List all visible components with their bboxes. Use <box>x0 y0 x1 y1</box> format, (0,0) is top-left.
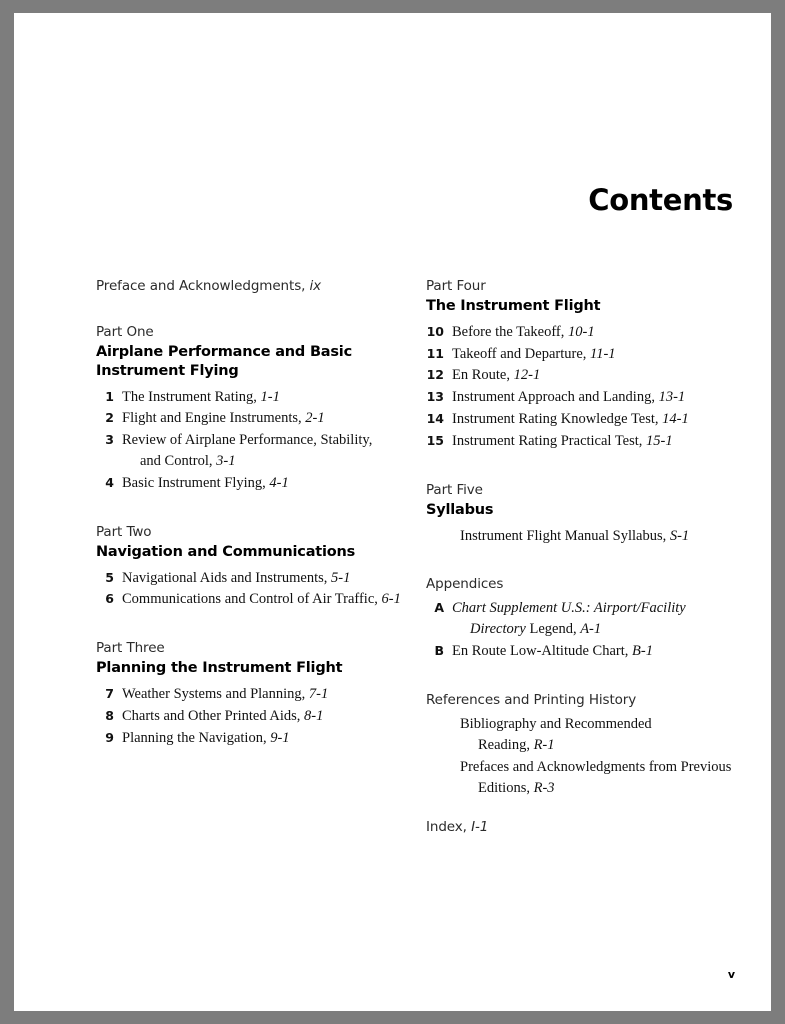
reference-title-cont: Editions, <box>478 779 534 796</box>
appendices-block <box>426 576 756 662</box>
reference-page: R-1 <box>533 736 555 753</box>
references-entries <box>426 714 756 799</box>
chapter-title: Takeoff and Departure, <box>452 345 591 362</box>
part-two-title: Navigation and Communications <box>96 543 356 560</box>
chapter-page: 11-1 <box>590 345 616 362</box>
left-column <box>96 278 426 835</box>
reference-title-cont: Reading, <box>478 736 534 753</box>
chapter-page: 4-1 <box>269 475 289 491</box>
appendix-title-cont: Directory <box>470 621 526 638</box>
chapter-number: 1 <box>105 388 114 404</box>
part-two-label: Part Two <box>96 523 152 540</box>
chapter-title: Review of Airplane Performance, Stability, <box>122 432 373 449</box>
chapter-number: 13 <box>426 389 444 405</box>
chapter-page: 13-1 <box>658 389 686 406</box>
chapter-number: 10 <box>426 323 444 339</box>
appendix-letter: A <box>434 600 444 616</box>
toc-entry[interactable] <box>96 589 426 610</box>
part-four-label: Part Four <box>426 278 486 294</box>
chapter-page: 10-1 <box>568 323 595 340</box>
part-five-label: Part Five <box>426 481 483 498</box>
chapter-page: 1-1 <box>260 388 280 405</box>
appendix-page: B-1 <box>632 643 653 660</box>
chapter-title: En Route, <box>452 367 514 384</box>
preface-entry[interactable] <box>96 278 426 294</box>
chapter-title: The Instrument Rating, <box>122 388 261 405</box>
page-folio: v <box>727 968 735 981</box>
chapter-title: Flight and Engine Instruments, <box>122 410 306 427</box>
chapter-number: 9 <box>105 729 114 745</box>
chapter-page: 9-1 <box>270 729 290 746</box>
appendix-title-rest: Legend, <box>525 621 581 638</box>
toc-entry[interactable] <box>426 526 756 547</box>
chapter-page: 6-1 <box>381 591 401 608</box>
chapter-page: S-1 <box>669 527 690 544</box>
chapter-number: 6 <box>105 591 114 607</box>
chapter-number: 14 <box>426 411 444 427</box>
toc-entry[interactable] <box>96 684 426 705</box>
chapter-number: 12 <box>426 367 444 383</box>
part-one-label: Part One <box>96 324 154 340</box>
part-five <box>426 482 756 547</box>
toc-entry[interactable] <box>426 714 756 756</box>
appendix-title: Chart Supplement U.S.: Airport/Facility <box>452 600 686 617</box>
toc-entry[interactable] <box>426 344 756 365</box>
part-four-entries <box>426 322 756 452</box>
chapter-page: 15-1 <box>646 433 673 450</box>
chapter-number: 7 <box>105 685 114 701</box>
chapter-page: 12-1 <box>513 367 541 384</box>
part-five-entries <box>426 526 756 547</box>
chapter-title: Planning the Navigation, <box>122 729 271 746</box>
toc-entry[interactable] <box>96 706 426 727</box>
part-three <box>96 640 426 748</box>
appendix-page: A-1 <box>580 621 602 638</box>
document-page <box>14 13 771 1011</box>
preface-page: ix <box>309 278 322 294</box>
chapter-number: 15 <box>426 433 444 449</box>
toc-entry[interactable] <box>426 365 756 386</box>
chapter-title: Navigational Aids and Instruments, <box>122 569 332 586</box>
chapter-number: 2 <box>105 410 114 426</box>
chapter-number: 3 <box>105 432 114 448</box>
chapter-title: Weather Systems and Planning, <box>122 685 309 702</box>
chapter-page: 7-1 <box>308 685 329 702</box>
chapter-page: 8-1 <box>304 707 324 724</box>
toc-entry[interactable] <box>426 757 756 799</box>
toc-entry[interactable] <box>426 322 756 343</box>
toc-entry[interactable] <box>426 387 756 408</box>
chapter-title: Instrument Flight Manual Syllabus, <box>460 527 670 544</box>
chapter-page: 14-1 <box>662 411 689 428</box>
page-title: Contents <box>588 183 733 217</box>
chapter-title: Instrument Rating Practical Test, <box>452 433 647 450</box>
preface-label: Preface and Acknowledgments, <box>96 278 310 294</box>
part-four-title: The Instrument Flight <box>426 297 601 314</box>
chapter-page: 3-1 <box>216 453 236 470</box>
part-five-title: Syllabus <box>426 501 494 518</box>
part-one <box>96 324 426 494</box>
contents-columns <box>14 278 771 835</box>
toc-entry[interactable] <box>426 598 756 640</box>
toc-entry[interactable] <box>96 387 426 408</box>
chapter-number: 11 <box>426 345 444 361</box>
part-three-title: Planning the Instrument Flight <box>96 660 343 677</box>
part-four <box>426 278 756 452</box>
right-column <box>426 278 756 835</box>
part-two-entries <box>96 568 426 611</box>
chapter-page: 2-1 <box>305 410 325 427</box>
appendix-title: En Route Low-Altitude Chart, <box>452 643 633 660</box>
chapter-title: Before the Takeoff, <box>452 323 569 340</box>
toc-entry[interactable] <box>96 408 426 429</box>
index-page: I-1 <box>471 818 489 835</box>
chapter-title: Communications and Control of Air Traffic, <box>122 591 382 608</box>
part-one-title: Airplane Performance and Basic Instrument Flying <box>96 343 352 379</box>
chapter-number: 5 <box>105 569 114 585</box>
chapter-number: 8 <box>105 707 114 723</box>
toc-entry[interactable] <box>96 473 426 494</box>
references-block <box>426 692 756 799</box>
chapter-title-cont: and Control, <box>140 453 217 470</box>
chapter-title: Instrument Approach and Landing, <box>452 389 659 406</box>
toc-entry[interactable] <box>96 728 426 749</box>
chapter-title: Basic Instrument Flying, <box>122 475 270 491</box>
toc-entry[interactable] <box>426 641 756 662</box>
toc-entry[interactable] <box>426 431 756 452</box>
appendices-entries <box>426 598 756 662</box>
toc-entry[interactable] <box>96 568 426 589</box>
reference-title: Bibliography and Recommended <box>460 716 652 733</box>
part-one-entries <box>96 387 426 494</box>
toc-entry[interactable] <box>426 409 756 430</box>
reference-page: R-3 <box>533 779 555 796</box>
toc-entry[interactable] <box>96 430 426 472</box>
index-entry[interactable] <box>426 819 756 835</box>
part-two <box>96 524 426 610</box>
appendix-letter: B <box>434 643 444 659</box>
chapter-page: 5-1 <box>331 569 351 586</box>
part-three-entries <box>96 684 426 749</box>
chapter-title: Instrument Rating Knowledge Test, <box>452 411 663 428</box>
chapter-number: 4 <box>105 475 114 490</box>
references-label: References and Printing History <box>426 692 637 709</box>
index-label: Index, <box>426 818 472 835</box>
chapter-title: Charts and Other Printed Aids, <box>122 707 305 724</box>
part-three-label: Part Three <box>96 640 165 657</box>
appendices-label: Appendices <box>426 576 504 593</box>
reference-title: Prefaces and Acknowledgments from Previous <box>460 758 732 775</box>
